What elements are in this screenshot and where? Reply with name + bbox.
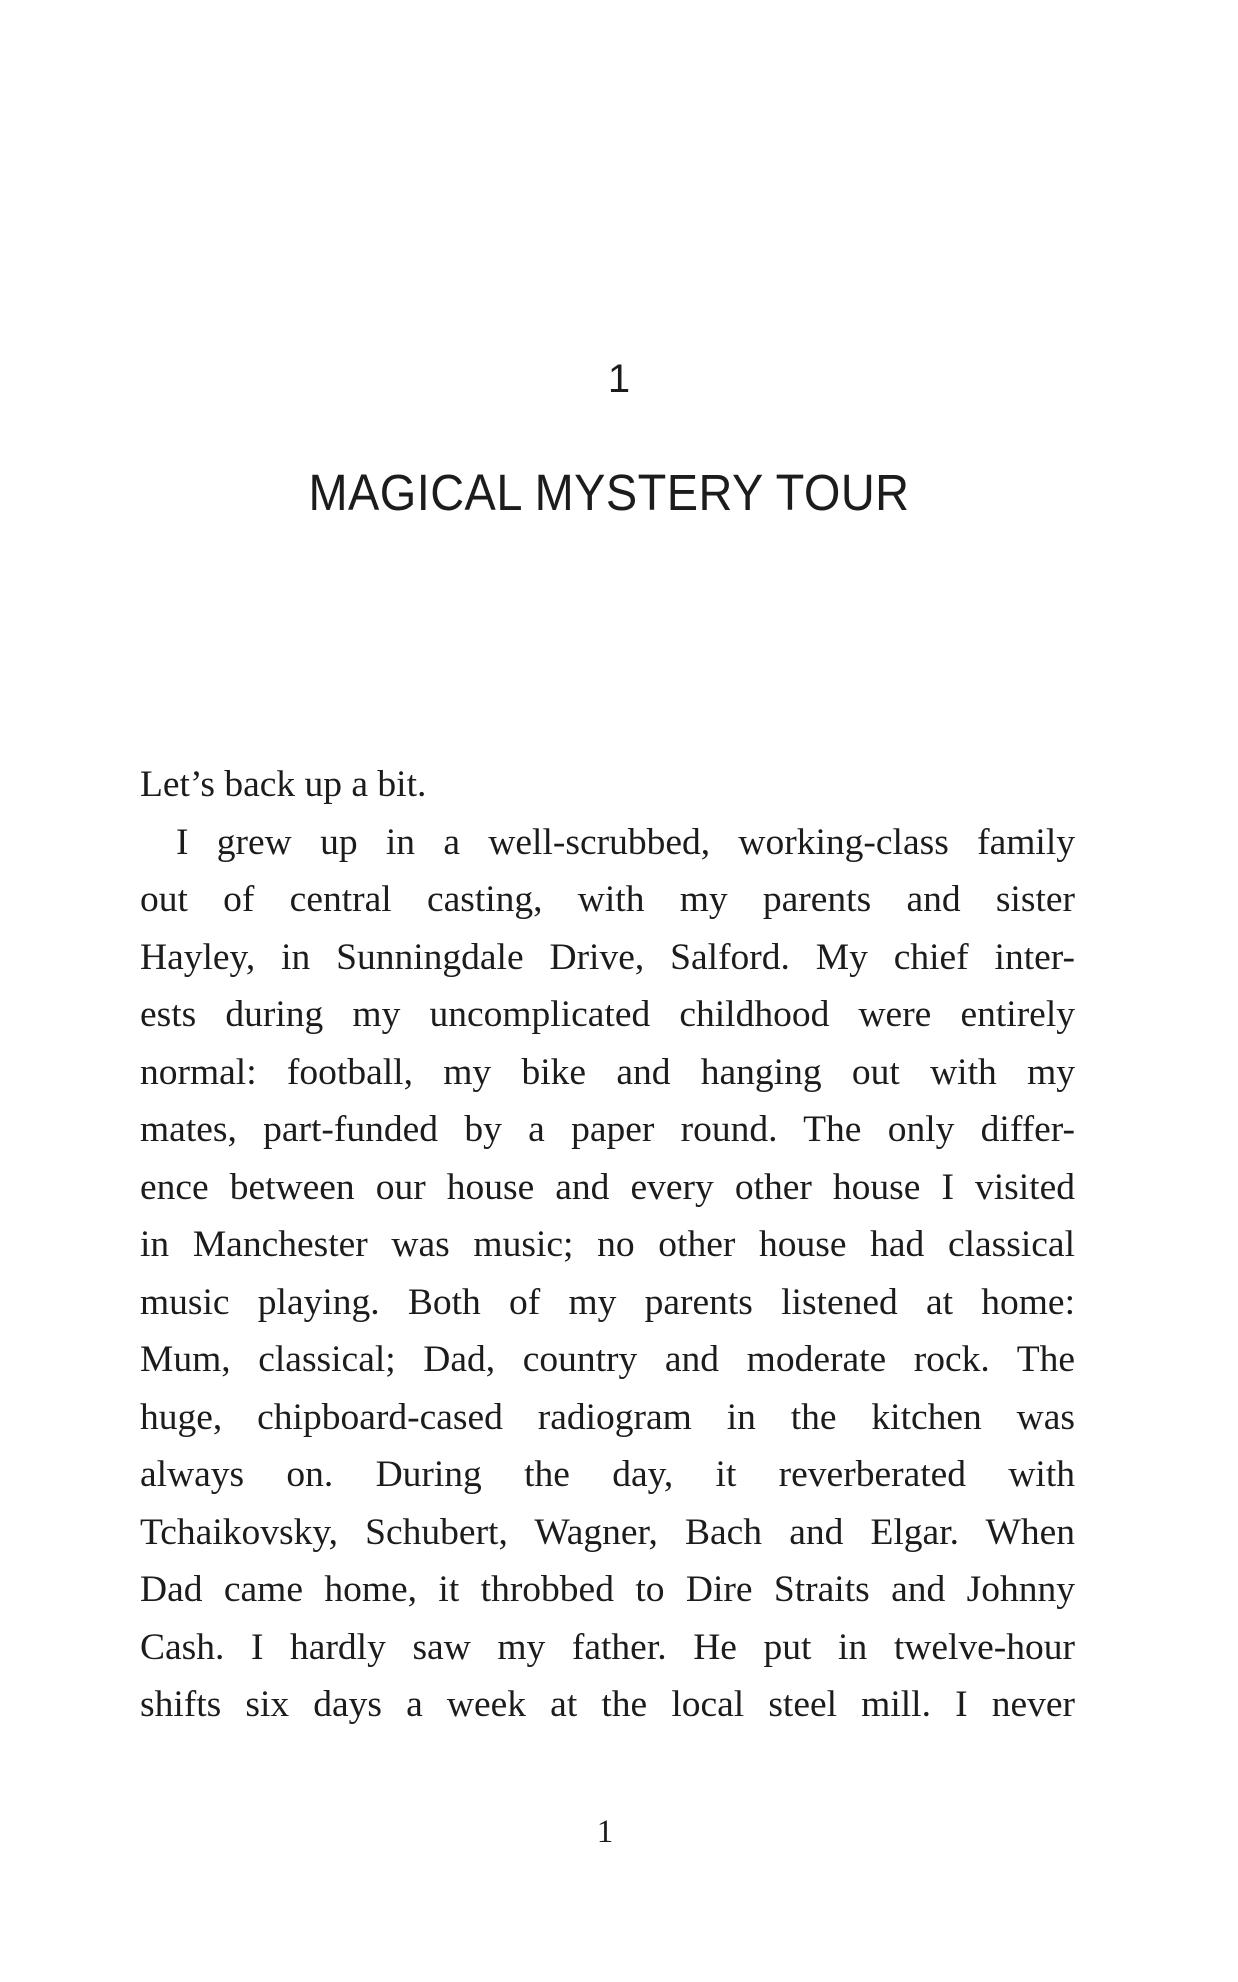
body-text	[140, 756, 1075, 1734]
chapter-title: MAGICAL MYSTERY TOUR	[308, 464, 910, 521]
paragraph-line: Cash. I hardly saw my father. He put in twelve-hour	[140, 1626, 1075, 1668]
paragraph-line: music playing. Both of my parents listened at home:	[140, 1281, 1075, 1323]
page-number: 1	[596, 1814, 614, 1850]
paragraph-line: normal: football, my bike and hanging out with my	[140, 1051, 1075, 1093]
paragraph-line: I grew up in a well-scrubbed, working-class family	[176, 821, 1075, 863]
paragraph-line: ests during my uncomplicated childhood were entirely	[140, 994, 1075, 1035]
paragraph-line: Mum, classical; Dad, country and moderate rock. The	[140, 1339, 1075, 1380]
paragraph-line: out of central casting, with my parents and sister	[140, 879, 1075, 920]
paragraph-line: always on. During the day, it reverberated with	[140, 1454, 1075, 1495]
paragraph-line: mates, part-funded by a paper round. The only differ-	[140, 1109, 1075, 1150]
paragraph-line: Let’s back up a bit.	[140, 764, 427, 805]
paragraph-line: Hayley, in Sunningdale Drive, Salford. My chief inter-	[140, 936, 1075, 978]
chapter-number: 1	[607, 357, 631, 401]
paragraph-line: in Manchester was music; no other house had classical	[140, 1224, 1075, 1265]
paragraph-line: shifts six days a week at the local steel mill. I never	[140, 1684, 1075, 1725]
paragraph-line: ence between our house and every other house I visited	[140, 1166, 1075, 1208]
paragraph-line: Tchaikovsky, Schubert, Wagner, Bach and Elgar. When	[140, 1511, 1075, 1553]
paragraph-line: Dad came home, it throbbed to Dire Straits and Johnny	[140, 1569, 1075, 1610]
paragraph-line: huge, chipboard-cased radiogram in the kitchen was	[140, 1396, 1075, 1438]
